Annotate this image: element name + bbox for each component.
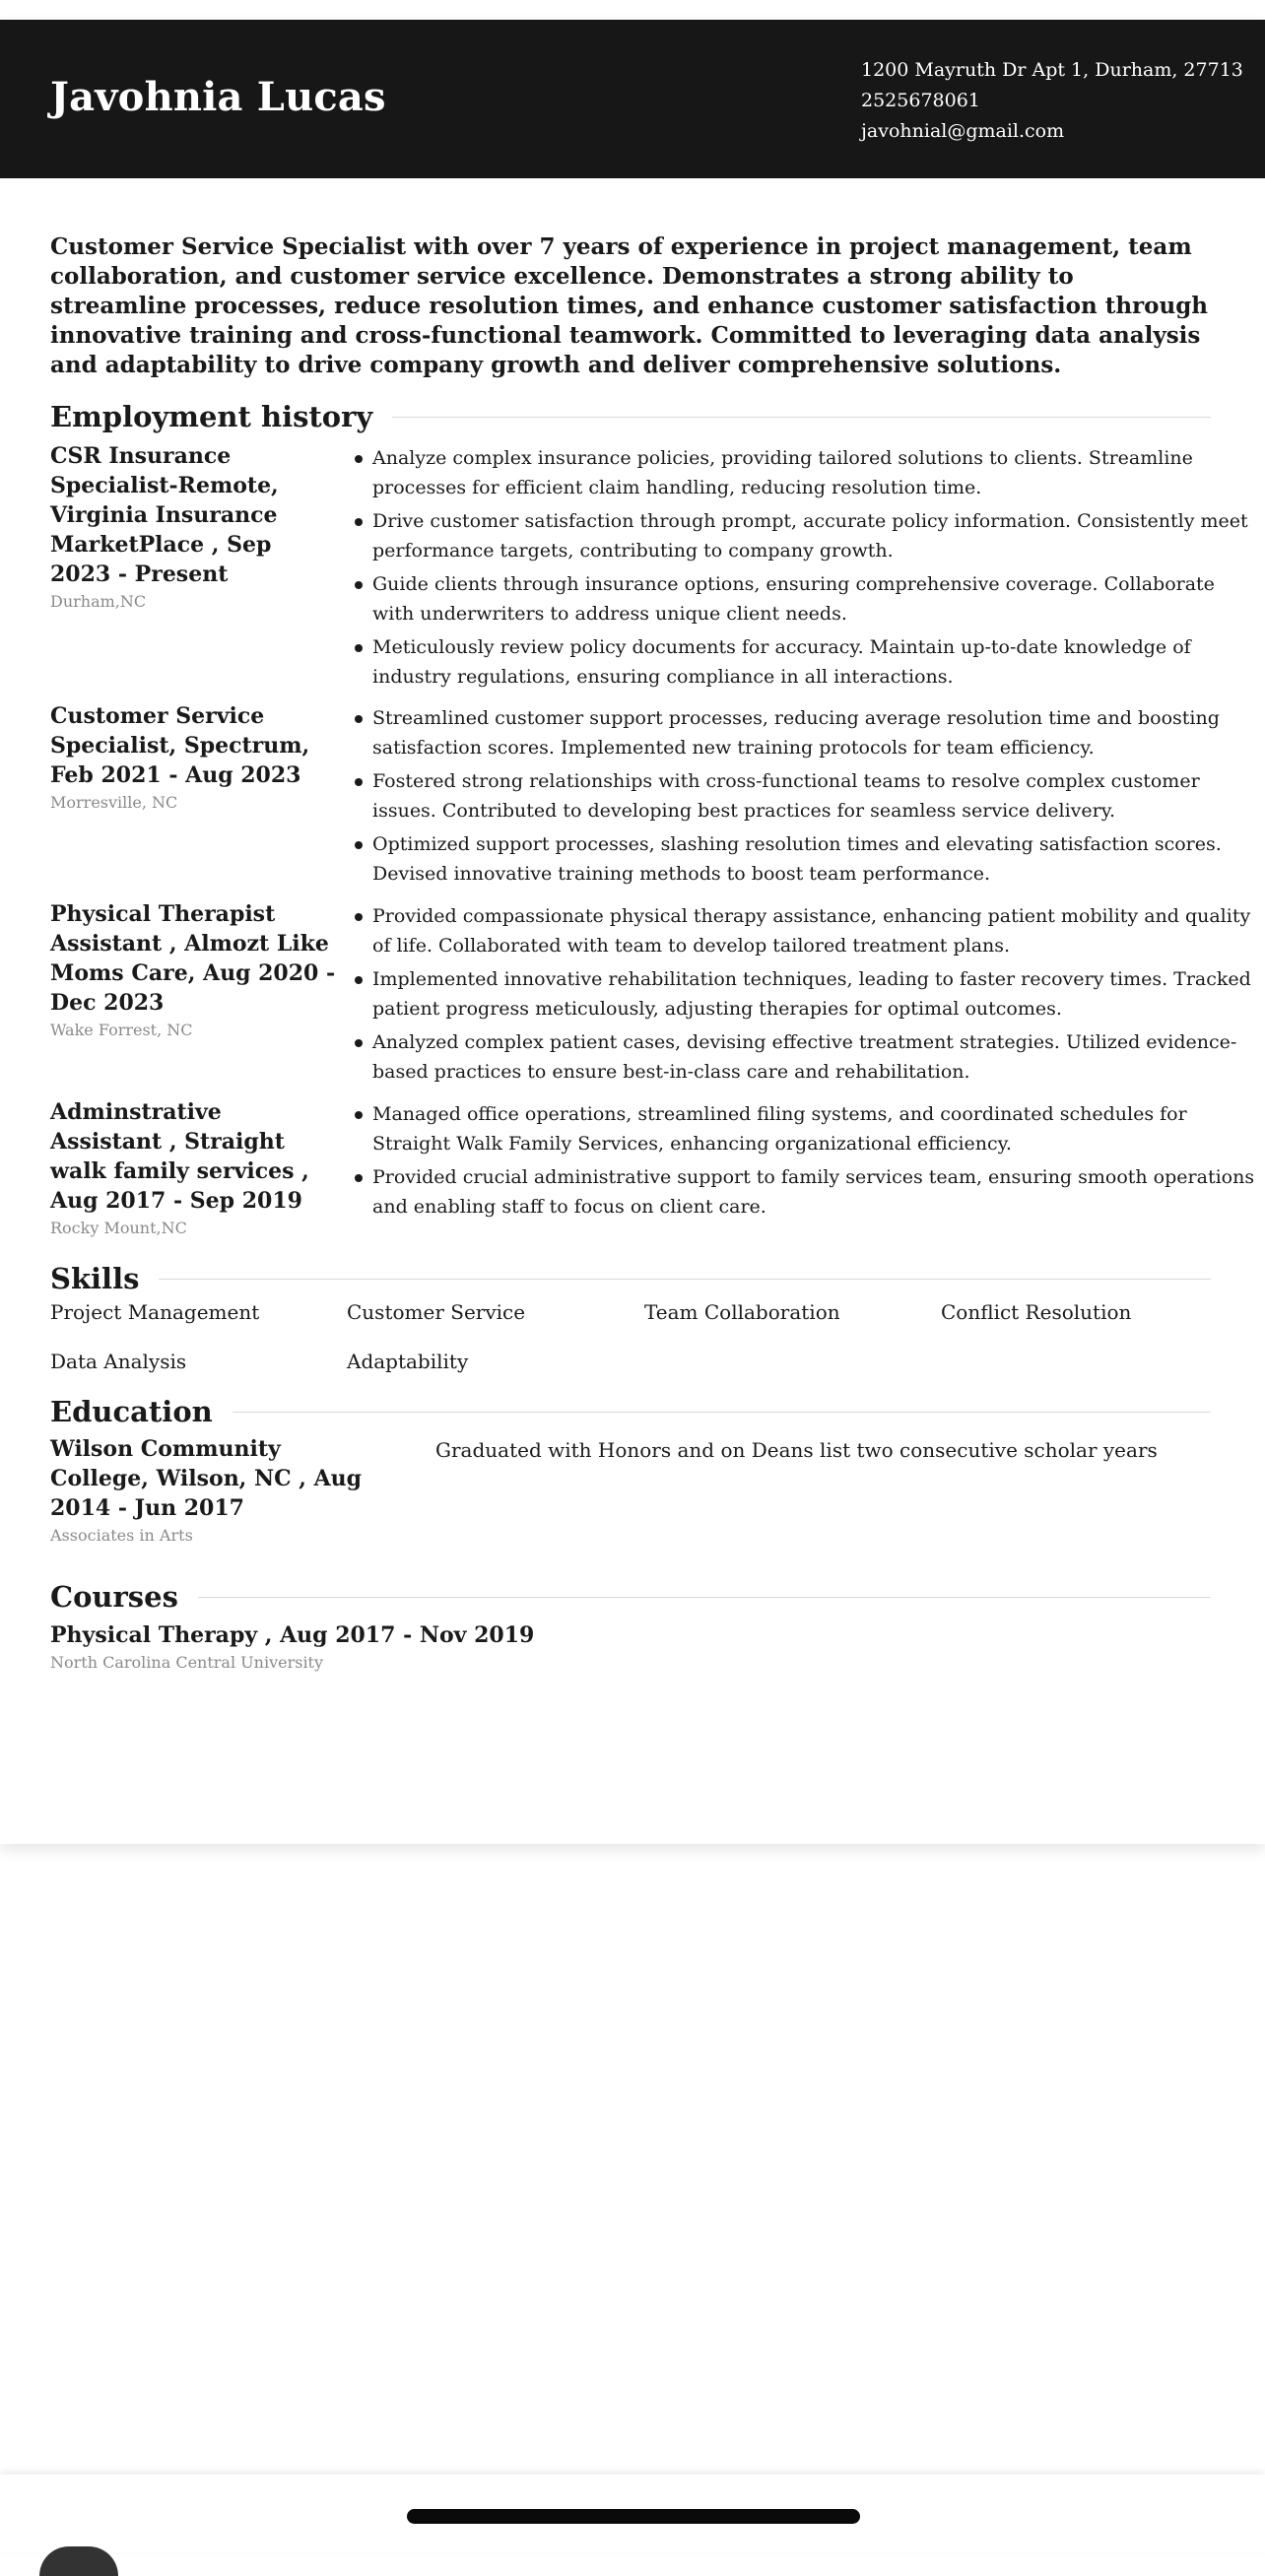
job-bullet: Fostered strong relationships with cross-functional teams to resolve complex customer issues. Contributed to developing best practices for seamless service delivery. <box>352 766 1258 826</box>
resume-header <box>0 20 1265 178</box>
skill-item: Project Management <box>50 1300 260 1324</box>
job-bullet: Provided crucial administrative support to family services team, ensuring smooth operations and enabling staff to focus on client care. <box>352 1162 1258 1222</box>
home-indicator[interactable] <box>407 2509 860 2524</box>
job-location: Rocky Mount,NC <box>50 1219 187 1237</box>
job-title <box>50 899 336 1041</box>
job-bullet: Implemented innovative rehabilitation techniques, leading to faster recovery times. Tracked patient progress meticulously, adjusting therapies for optimal outcomes. <box>352 964 1258 1024</box>
course-entry <box>50 1620 740 1674</box>
job-bullet: Analyzed complex patient cases, devising effective treatment strategies. Utilized evidence-based practices to ensure best-in-class care and rehabilitation. <box>352 1027 1258 1087</box>
job-bullet: Guide clients through insurance options, ensuring comprehensive coverage. Collaborate with underwriters to address unique client needs. <box>352 569 1258 628</box>
job-bullets <box>352 703 1258 892</box>
section-divider <box>392 417 1211 418</box>
job-bullets <box>352 1099 1258 1225</box>
skills-heading: Skills <box>50 1262 140 1295</box>
job-title-text: CSR Insurance Specialist-Remote, Virginia Insurance MarketPlace , Sep 2023 - Present <box>50 443 279 587</box>
skill-item: Conflict Resolution <box>941 1300 1132 1324</box>
contact-email: javohnial@gmail.com <box>861 120 1065 142</box>
job-bullet: Meticulously review policy documents for accuracy. Maintain up-to-date knowledge of industry regulations, ensuring compliance in all interactions. <box>352 632 1258 692</box>
skill-item: Team Collaboration <box>644 1300 840 1324</box>
job-location: Durham,NC <box>50 592 147 611</box>
education-entry <box>50 1434 385 1547</box>
employment-section-heading <box>50 397 1211 436</box>
job-bullet: Optimized support processes, slashing resolution times and elevating satisfaction scores. Devised innovative training methods to boost team performance. <box>352 829 1258 889</box>
course-title: Physical Therapy , Aug 2017 - Nov 2019 <box>50 1622 535 1648</box>
courses-heading: Courses <box>50 1580 178 1614</box>
education-description: Graduated with Honors and on Deans list two consecutive scholar years <box>435 1438 1158 1462</box>
education-section-heading <box>50 1392 1211 1431</box>
profile-summary: Customer Service Specialist with over 7 years of experience in project management, team collaboration, and customer service excellence. Demonstrates a strong ability to streamline processes, reduce resolution times, and enhance customer satisfaction through innovative training and cross-functional teamwork. Committed to leveraging data analysis and adaptability to drive company growth and deliver comprehensive solutions. <box>50 233 1209 378</box>
job-bullet: Analyze complex insurance policies, providing tailored solutions to clients. Streamline processes for efficient claim handling, reducing resolution time. <box>352 443 1258 502</box>
job-bullet: Streamlined customer support processes, reducing average resolution time and boosting satisfaction scores. Implemented new training protocols for team efficiency. <box>352 703 1258 762</box>
job-bullets <box>352 443 1258 695</box>
job-title-text: Customer Service Specialist, Spectrum, Feb 2021 - Aug 2023 <box>50 703 310 788</box>
job-bullet: Provided compassionate physical therapy assistance, enhancing patient mobility and quality of life. Collaborated with team to develop tailored treatment plans. <box>352 901 1258 960</box>
resume-page <box>0 20 1265 1844</box>
job-title <box>50 441 336 613</box>
job-location: Morresville, NC <box>50 793 178 812</box>
section-divider <box>198 1597 1211 1598</box>
job-title-text: Physical Therapist Assistant , Almozt Like Moms Care, Aug 2020 - Dec 2023 <box>50 901 336 1016</box>
education-heading: Education <box>50 1395 213 1428</box>
education-title: Wilson Community College, Wilson, NC , Aug 2014 - Jun 2017 <box>50 1436 363 1521</box>
course-institution: North Carolina Central University <box>50 1653 324 1672</box>
job-bullet: Managed office operations, streamlined filing systems, and coordinated schedules for Straight Walk Family Services, enhancing organizational efficiency. <box>352 1099 1258 1158</box>
skills-section-heading <box>50 1259 1211 1298</box>
candidate-name: Javohnia Lucas <box>50 74 386 120</box>
contact-address: 1200 Mayruth Dr Apt 1, Durham, 27713 <box>861 59 1243 81</box>
contact-phone: 2525678061 <box>861 90 980 111</box>
section-divider <box>233 1412 1211 1413</box>
contact-block <box>861 55 1243 147</box>
education-degree: Associates in Arts <box>50 1526 193 1545</box>
skill-item: Data Analysis <box>50 1350 187 1373</box>
job-title <box>50 701 336 814</box>
skill-item: Adaptability <box>347 1350 469 1373</box>
job-bullet: Drive customer satisfaction through prompt, accurate policy information. Consistently meet performance targets, contributing to company growth. <box>352 506 1258 565</box>
employment-heading: Employment history <box>50 400 373 433</box>
section-divider <box>159 1279 1211 1280</box>
job-title <box>50 1097 336 1239</box>
job-location: Wake Forrest, NC <box>50 1021 193 1039</box>
courses-section-heading <box>50 1577 1211 1617</box>
job-bullets <box>352 901 1258 1090</box>
skill-item: Customer Service <box>347 1300 526 1324</box>
job-title-text: Adminstrative Assistant , Straight walk family services , Aug 2017 - Sep 2019 <box>50 1099 309 1214</box>
